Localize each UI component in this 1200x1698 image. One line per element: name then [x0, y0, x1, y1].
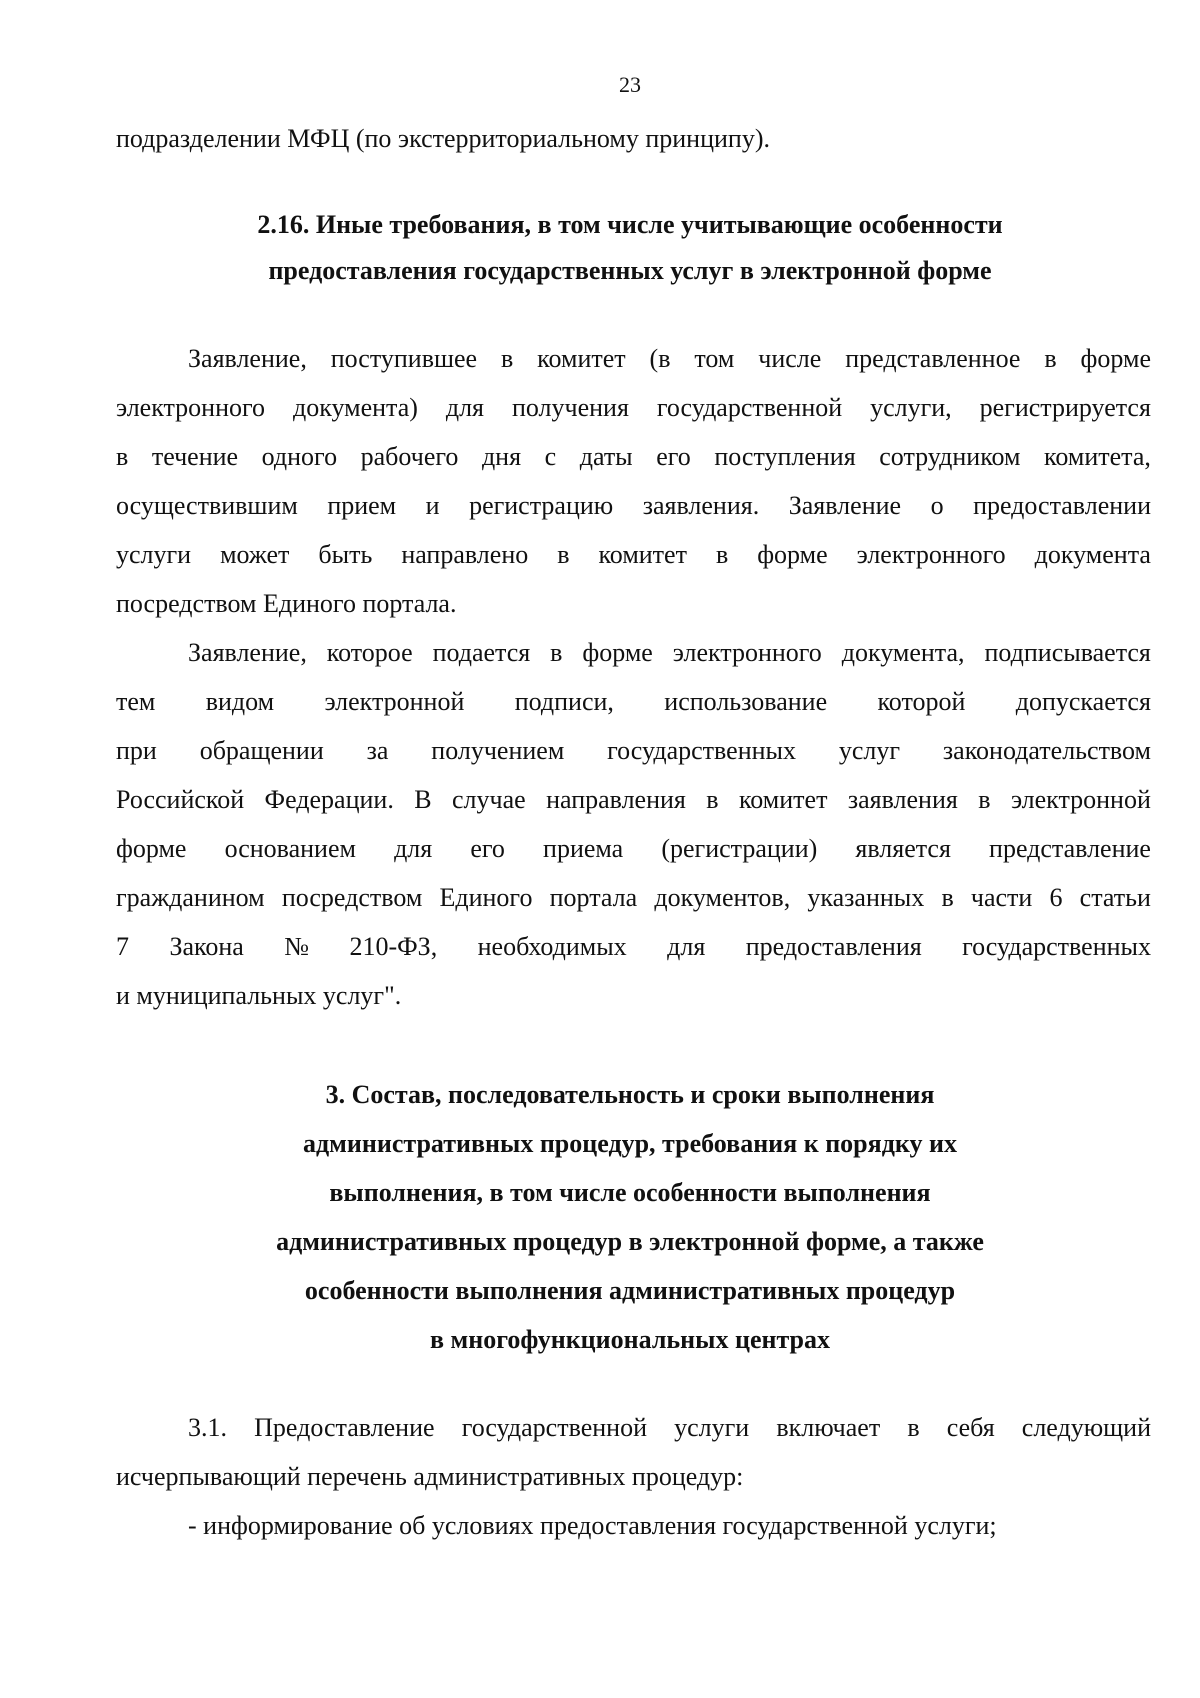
word: числе: [758, 344, 822, 373]
word: приема: [543, 834, 624, 863]
word: одного: [261, 442, 338, 471]
paragraph-2-line-7: [116, 932, 1151, 962]
word: течение: [151, 442, 239, 471]
word: направления: [546, 785, 686, 814]
word: (регистрации): [661, 834, 818, 863]
word: и: [425, 491, 440, 520]
paragraph-2-line-1: [188, 638, 1151, 668]
section-3-heading-line-4: административных процедур в электронной форме, а также: [276, 1227, 984, 1256]
paragraph-1-line-3: [116, 442, 1151, 472]
word: форме: [582, 638, 653, 667]
word: 6: [1049, 883, 1063, 912]
paragraph-2-line-6: [116, 883, 1151, 913]
word: подписывается: [984, 638, 1151, 667]
word: в: [715, 540, 729, 569]
word: следующий: [1021, 1413, 1151, 1442]
section-216-heading-line-2: предоставления государственных услуг в электронной форме: [268, 256, 992, 285]
word: случае: [452, 785, 526, 814]
word: указанных: [807, 883, 925, 912]
word: форме: [757, 540, 828, 569]
word: 7: [116, 932, 129, 961]
paragraph-2-line-5: [116, 834, 1151, 864]
word: электронного: [856, 540, 1006, 569]
section-3-heading-line-1: 3. Состав, последовательность и сроки выполнения: [325, 1080, 935, 1109]
word: 3.1.: [188, 1413, 227, 1442]
word: необходимых: [477, 932, 627, 961]
word: быть: [318, 540, 373, 569]
word: основанием: [224, 834, 356, 863]
word: в: [116, 442, 129, 471]
word: его: [470, 834, 505, 863]
word: государственных: [607, 736, 796, 765]
paragraph-1-line-5: [116, 540, 1151, 570]
word: Закона: [169, 932, 244, 961]
page-number: 23: [619, 72, 641, 97]
word: документа: [1034, 540, 1151, 569]
word: Заявление,: [188, 344, 307, 373]
word: прием: [327, 491, 397, 520]
word: включает: [776, 1413, 881, 1442]
word: для: [445, 393, 485, 422]
word: в: [550, 638, 563, 667]
word: В: [414, 785, 432, 814]
word: его: [656, 442, 691, 471]
word: услуги: [674, 1413, 750, 1442]
word: обращении: [199, 736, 324, 765]
word: тем: [116, 687, 156, 716]
word: Заявление,: [188, 638, 307, 667]
word: подается: [432, 638, 531, 667]
paragraph-2-line-4: [116, 785, 1151, 815]
word: заявления: [847, 785, 958, 814]
word: является: [855, 834, 951, 863]
word: подписи,: [514, 687, 614, 716]
word: законодательством: [942, 736, 1151, 765]
section-3-heading-line-5: особенности выполнения административных процедур: [304, 1276, 956, 1305]
word: предоставления: [745, 932, 922, 961]
word: государственной: [461, 1413, 647, 1442]
word: дня: [481, 442, 522, 471]
word: заявления.: [642, 491, 760, 520]
word: допускается: [1015, 687, 1151, 716]
word: части: [970, 883, 1033, 912]
section-3-heading-line-3: выполнения, в том числе особенности выполнения: [329, 1178, 931, 1207]
word: форме: [116, 834, 187, 863]
paragraph-1-line-4: [116, 491, 1151, 521]
word: электронного: [116, 393, 266, 422]
section-216-heading-line-1: 2.16. Иные требования, в том числе учитывающие особенности: [257, 210, 1003, 239]
word: комитет: [598, 540, 687, 569]
word: представление: [989, 834, 1151, 863]
paragraph-2-line-2: [116, 687, 1151, 717]
section-3-heading-line-6: в многофункциональных центрах: [429, 1325, 831, 1354]
section-3-heading-line-2: административных процедур, требования к порядку их: [303, 1129, 957, 1158]
word: представленное: [845, 344, 1021, 373]
word: получением: [431, 736, 565, 765]
word: в: [1044, 344, 1057, 373]
word: электронной: [1010, 785, 1151, 814]
word: Федерации.: [264, 785, 394, 814]
word: осуществившим: [116, 491, 298, 520]
word: использование: [664, 687, 828, 716]
word: регистрацию: [469, 491, 614, 520]
word: гражданином: [116, 883, 265, 912]
word: в: [706, 785, 719, 814]
word: при: [116, 736, 157, 765]
word: 210-ФЗ,: [349, 932, 438, 961]
paragraph-2-last-line: и муниципальных услуг".: [116, 981, 402, 1010]
word: поступившее: [330, 344, 478, 373]
word: которой: [877, 687, 966, 716]
word: форме: [1080, 344, 1151, 373]
word: в: [941, 883, 954, 912]
word: портала: [549, 883, 638, 912]
word: электронной: [324, 687, 465, 716]
word: которое: [326, 638, 413, 667]
word: даты: [579, 442, 633, 471]
word: за: [366, 736, 389, 765]
word: в: [557, 540, 570, 569]
word: электронного: [672, 638, 822, 667]
paragraph-2-line-3: [116, 736, 1151, 766]
word: документа,: [841, 638, 965, 667]
word: услуг: [838, 736, 901, 765]
word: в: [500, 344, 514, 373]
paragraph-31-line-1: [188, 1413, 1151, 1443]
word: предоставлении: [973, 491, 1151, 520]
word: статьи: [1079, 883, 1151, 912]
word: о: [930, 491, 944, 520]
list-item-1: - информирование об условиях предоставления государственной услуги;: [188, 1511, 997, 1540]
word: №: [284, 932, 310, 961]
word: государственных: [962, 932, 1151, 961]
word: (в: [649, 344, 671, 373]
word: направлено: [401, 540, 529, 569]
word: в: [907, 1413, 920, 1442]
word: Заявление: [788, 491, 902, 520]
word: получения: [511, 393, 629, 422]
word: Российской: [116, 785, 245, 814]
word: регистрируется: [979, 393, 1151, 422]
word: государственной: [656, 393, 843, 422]
word: Единого: [439, 883, 533, 912]
word: комитет: [537, 344, 626, 373]
word: посредством: [281, 883, 423, 912]
word: документов,: [654, 883, 791, 912]
paragraph-31-last-line: исчерпывающий перечень административных процедур:: [116, 1462, 744, 1491]
word: Предоставление: [254, 1413, 435, 1442]
word: себя: [946, 1413, 995, 1442]
paragraph-1-line-1: [188, 344, 1151, 374]
word: для: [394, 834, 433, 863]
paragraph-1-line-2: [116, 393, 1151, 423]
word: поступления: [714, 442, 856, 471]
word: с: [544, 442, 557, 471]
word: рабочего: [360, 442, 459, 471]
word: видом: [205, 687, 275, 716]
word: комитет: [738, 785, 828, 814]
word: том: [694, 344, 735, 373]
word: сотрудником: [879, 442, 1021, 471]
word: может: [220, 540, 290, 569]
word: услуги: [116, 540, 192, 569]
word: комитета,: [1044, 442, 1151, 471]
word: для: [667, 932, 706, 961]
continued-text-line: подразделении МФЦ (по экстерриториальному принципу).: [116, 124, 770, 153]
word: документа): [292, 393, 418, 422]
word: в: [978, 785, 991, 814]
paragraph-1-last-line: посредством Единого портала.: [116, 589, 457, 618]
word: услуги,: [870, 393, 952, 422]
